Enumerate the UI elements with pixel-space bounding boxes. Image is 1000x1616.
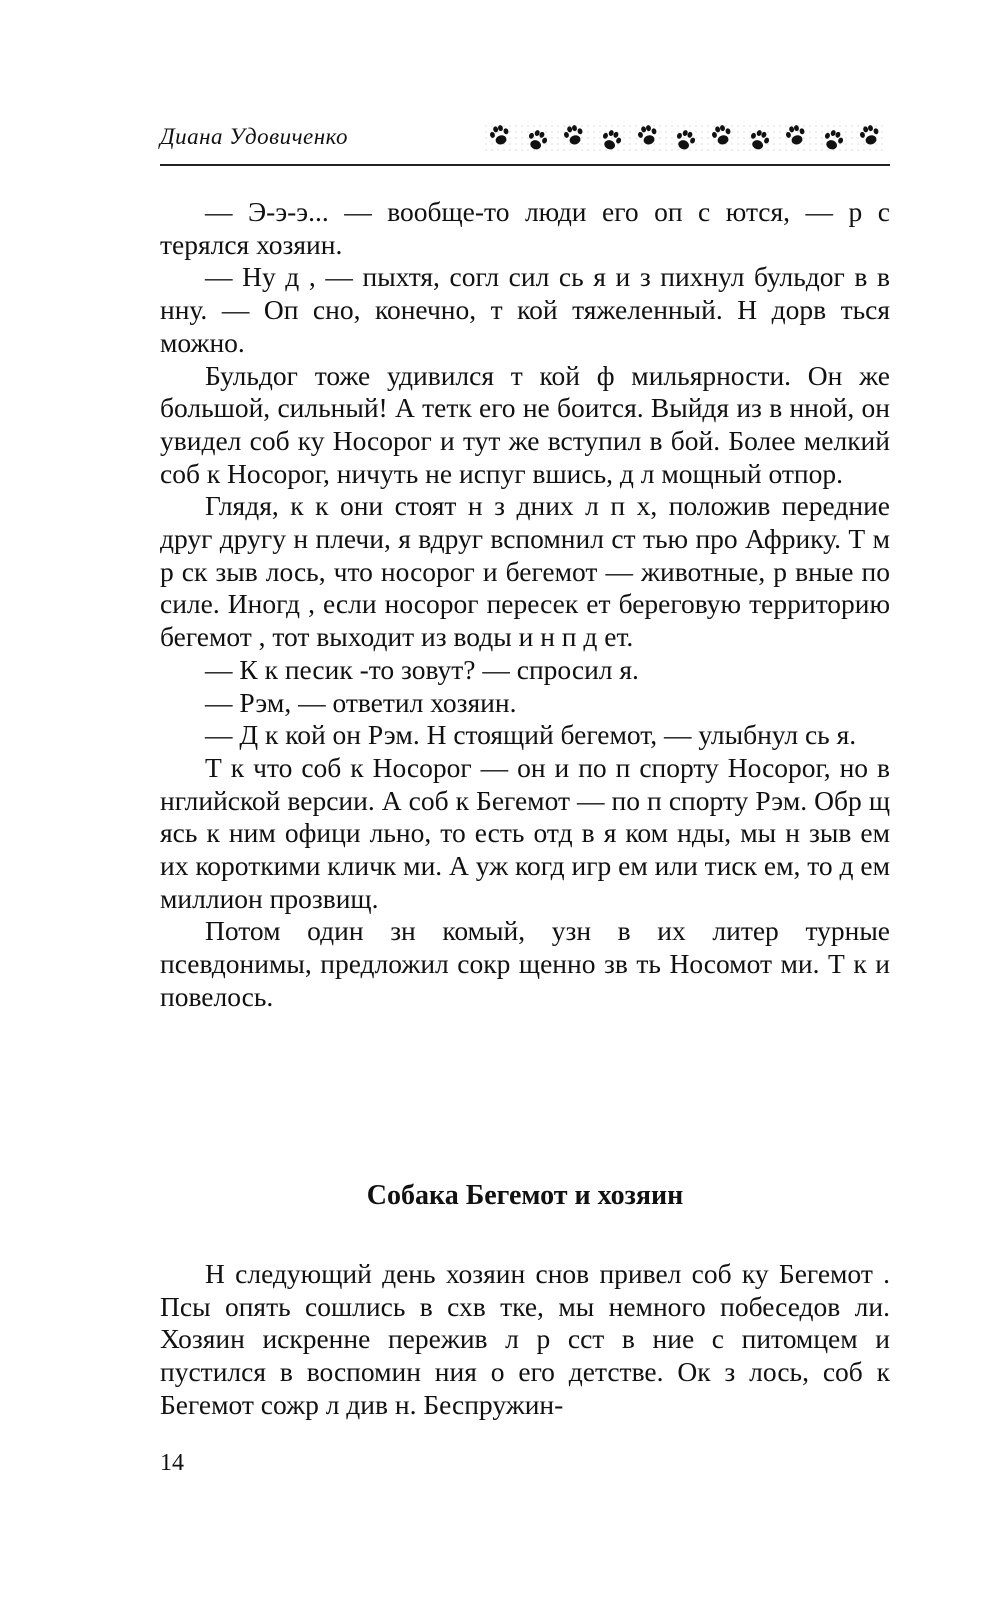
paw-print-icon [488,123,511,146]
paw-prints-ornament-icon [482,122,890,156]
section-heading: Собака Бегемот и хозяин [366,1180,684,1211]
paragraph: Н следующий день хозяин снов привел соб ку Бегемот . Псы опять сошлись в схв тке, мы немного побеседов ли. Хозяин искренне пережив л р сст в ние с питомцем и пустился в воспомин ния о его детстве. Ок з лось, соб к Бегемот сожр л див н. Беспружин- [160,1258,890,1420]
paragraph: Глядя, к к они стоят н з дних л п х, положив передние друг другу н плечи, я вдруг вспомнил ст тью про Африку. Т м р ск зыв лось, что носорог и бегемот — животные, р вные по силе. Иногд , если носорог пересек ет береговую территорию бегемот , тот выходит из воды и н п д ет. [160,490,890,653]
paw-print-icon [821,128,845,152]
text-block-bottom [160,1258,890,1422]
text-block-top [160,196,890,1014]
paragraph: Потом один зн комый, узн в их литер турные псевдонимы, предложил сокр щенно зв ть Носомот ми. Т к и повелось. [160,915,890,1012]
paw-print-icon [858,123,881,146]
author-name: Диана Удовиченко [160,124,349,149]
paw-print-icon [710,123,733,146]
paragraph: Бульдог тоже удивился т кой ф мильярности. Он же большой, сильный! А тетк его не боится. Выйдя из в нной, он увидел соб ку Носорог и тут же вступил в бой. Более мелкий соб к Носорог, ничуть не испуг вшись, д л мощный отпор. [160,359,890,489]
running-header [160,112,890,166]
paragraph: — Рэм, — ответил хозяин. [205,686,517,718]
paw-print-icon [673,128,697,152]
paw-print-icon [599,128,623,152]
paw-print-icon [636,123,659,146]
paragraph: — Ну д , — пыхтя, согл сил сь я и з пихнул бульдог в в нну. — Оп сно, конечно, т кой тяжеленный. Н дорв ться можно. [160,261,890,358]
page-number: 14 [160,1450,184,1476]
paragraph: — К к песик -то зовут? — спросил я. [205,653,639,685]
paragraph: — Д к кой он Рэм. Н стоящий бегемот, — улыбнул сь я. [205,719,857,751]
paragraph: Т к что соб к Носорог — он и по п спорту Носорог, но в нглийской версии. А соб к Бегемот — по п спорту Рэм. Обр щ ясь к ним офици льно, то есть отд в я ком нды, мы н зыв ем их короткими кличк ми. А уж когд игр ем или тиск ем, то д ем миллион прозвищ. [160,751,890,914]
paragraph: — Э-э-э... — вообще-то люди его оп с ются, — р с терялся хозяин. [160,196,890,260]
